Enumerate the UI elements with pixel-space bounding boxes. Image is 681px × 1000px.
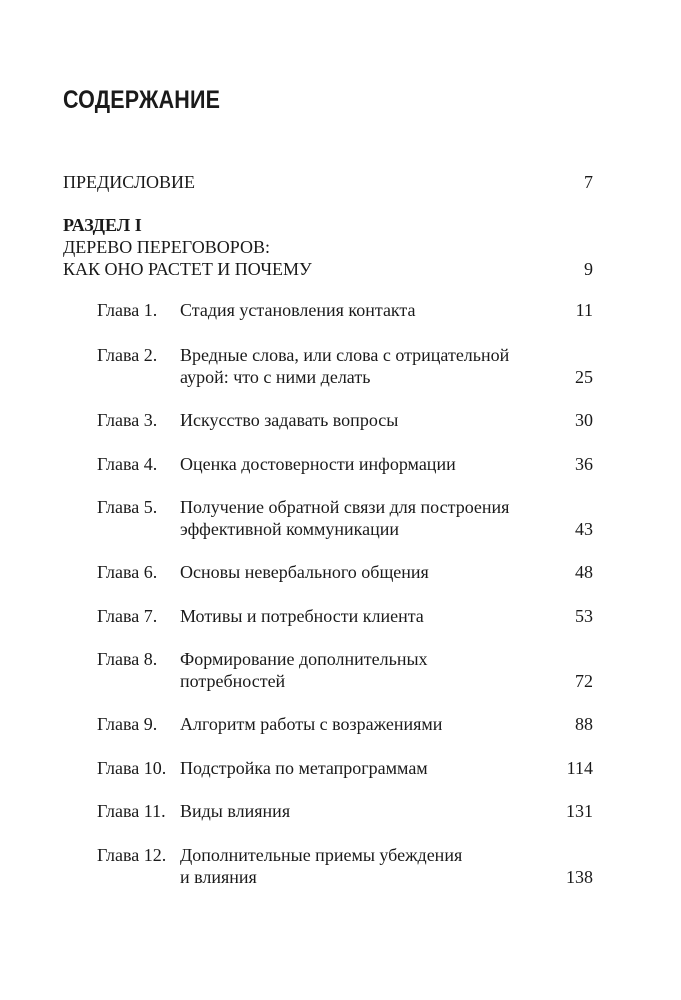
chapter-title-line1: Дополнительные приемы убеждения <box>180 845 463 865</box>
chapter-title: Стадия установления контакта <box>180 300 416 320</box>
chapter-label: Глава 10. <box>97 758 167 778</box>
chapter-label: Глава 8. <box>97 649 158 669</box>
chapter-title: Алгоритм работы с возражениями <box>180 714 443 734</box>
chapter-page-number: 138 <box>566 867 593 887</box>
chapter-title-line2: и влияния <box>180 867 257 887</box>
toc-heading: СОДЕРЖАНИЕ <box>63 86 221 114</box>
chapter-label: Глава 7. <box>97 606 158 626</box>
chapter-label: Глава 2. <box>97 345 158 365</box>
preface-title: ПРЕДИСЛОВИЕ <box>63 172 196 192</box>
chapter-title: Виды влияния <box>180 801 291 821</box>
section-title-line1: ДЕРЕВО ПЕРЕГОВОРОВ: <box>63 237 270 257</box>
chapter-label: Глава 3. <box>97 410 158 430</box>
chapter-page-number: 11 <box>575 300 593 320</box>
chapter-title-line1: Формирование дополнительных <box>180 649 428 669</box>
chapter-title: Подстройка по метапрограммам <box>180 758 428 778</box>
chapter-page-number: 25 <box>575 367 593 387</box>
chapter-label: Глава 1. <box>97 300 158 320</box>
chapter-label: Глава 11. <box>97 801 166 821</box>
chapter-label: Глава 12. <box>97 845 167 865</box>
chapter-title: Оценка достоверности информации <box>180 454 456 474</box>
chapter-page-number: 114 <box>566 758 593 778</box>
chapter-label: Глава 5. <box>97 497 158 517</box>
chapter-page-number: 48 <box>575 562 593 582</box>
chapter-title-line2: аурой: что с ними делать <box>180 367 371 387</box>
chapter-label: Глава 6. <box>97 562 158 582</box>
section-label: РАЗДЕЛ I <box>63 215 142 235</box>
chapter-page-number: 30 <box>575 410 593 430</box>
chapter-page-number: 53 <box>575 606 593 626</box>
chapter-title-line1: Получение обратной связи для построения <box>180 497 510 517</box>
chapter-page-number: 72 <box>575 671 593 691</box>
chapter-page-number: 43 <box>575 519 593 539</box>
section-page-number: 9 <box>584 259 593 279</box>
chapter-title-line1: Вредные слова, или слова с отрицательной <box>180 345 510 365</box>
chapter-title-line2: потребностей <box>180 671 286 691</box>
chapter-title-line2: эффективной коммуникации <box>180 519 399 539</box>
chapter-label: Глава 9. <box>97 714 158 734</box>
preface-page-number: 7 <box>584 172 593 192</box>
chapter-page-number: 88 <box>575 714 593 734</box>
chapter-page-number: 131 <box>566 801 593 821</box>
chapter-title: Искусство задавать вопросы <box>180 410 399 430</box>
chapter-label: Глава 4. <box>97 454 158 474</box>
chapter-title: Основы невербального общения <box>180 562 429 582</box>
chapter-title: Мотивы и потребности клиента <box>180 606 424 626</box>
section-title-line2: КАК ОНО РАСТЕТ И ПОЧЕМУ <box>63 259 312 279</box>
chapter-page-number: 36 <box>575 454 593 474</box>
